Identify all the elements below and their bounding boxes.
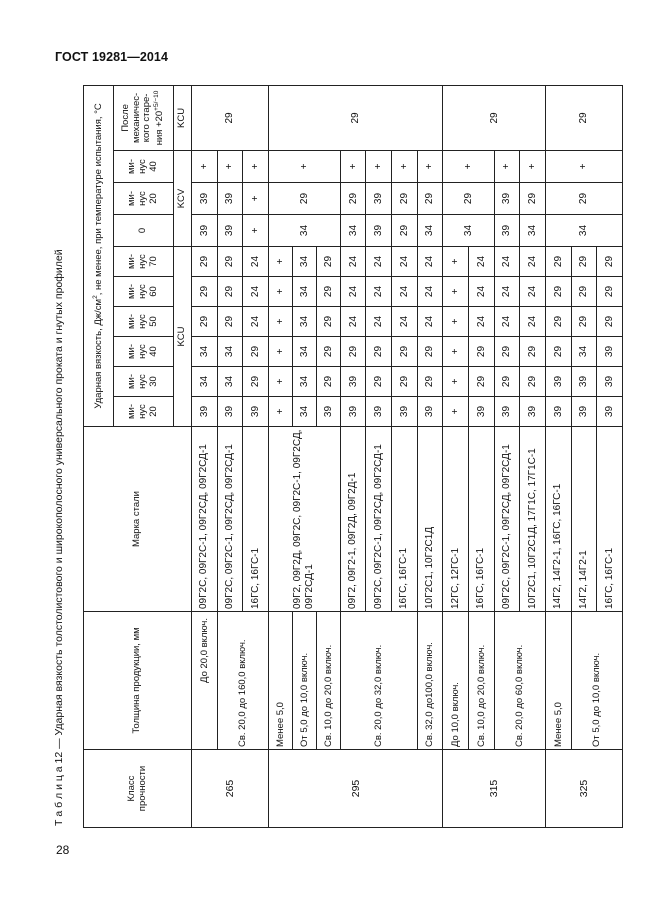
value-cell: 29 — [392, 367, 418, 397]
value-cell: 24 — [243, 307, 269, 337]
page-number: 28 — [56, 843, 70, 857]
table-row — [545, 85, 571, 827]
table-caption: Т а б л и ц а 12 — Ударная вязкость толстолистового и широкополосного универсального проката и гнутых профилей — [53, 249, 65, 826]
header-class: Класс прочности — [84, 750, 192, 828]
value-cell: 34 — [192, 337, 218, 367]
value-cell: 39 — [597, 397, 623, 427]
header-grade: Марка стали — [84, 427, 192, 612]
document-header: ГОСТ 19281—2014 — [55, 50, 169, 64]
grade-cell: 10Г2С1, 10Г2С1Д — [417, 427, 443, 612]
table-header-row — [84, 85, 114, 827]
value-cell: 34 — [340, 215, 366, 247]
value-cell: + — [545, 151, 622, 183]
value-cell: 39 — [217, 183, 243, 215]
value-cell: 29 — [366, 337, 392, 367]
table-body — [84, 85, 623, 827]
value-cell: + — [392, 151, 418, 183]
grade-cell: 12ГС, 12ГС-1 — [443, 427, 469, 612]
value-cell: 39 — [571, 397, 597, 427]
value-cell: 29 — [443, 183, 494, 215]
temp-header-aging — [114, 85, 174, 150]
value-cell: 39 — [366, 215, 392, 247]
value-cell: 29 — [417, 337, 443, 367]
value-cell: 34 — [443, 215, 494, 247]
value-cell: 24 — [366, 307, 392, 337]
aging-cell: 29 — [268, 85, 442, 150]
value-cell: 29 — [340, 337, 366, 367]
grade-cell: 16ГС, 16ГС-1 — [597, 427, 623, 612]
value-cell: 34 — [292, 277, 316, 307]
header-thickness: Толщина продукции, мм — [84, 612, 192, 750]
temp-header: ми-нус 50 — [114, 307, 174, 337]
value-cell: 29 — [243, 367, 269, 397]
value-cell: 29 — [316, 247, 340, 277]
value-cell: 29 — [494, 367, 520, 397]
value-cell: + — [268, 151, 340, 183]
rotated-table-wrapper — [83, 86, 623, 828]
temp-header: ми-нус 40 — [114, 151, 174, 183]
value-cell: 24 — [340, 277, 366, 307]
value-cell: 24 — [520, 307, 546, 337]
thickness-cell: До 10,0 включ. — [443, 612, 469, 750]
value-cell: + — [366, 151, 392, 183]
thickness-cell: Св. 10,0 до 20,0 включ. — [316, 612, 340, 750]
table-row — [268, 85, 292, 827]
temp-header: ми-нус 40 — [114, 337, 174, 367]
value-cell: 24 — [392, 247, 418, 277]
thickness-cell: Св. 20,0 до 60,0 включ. — [494, 612, 545, 750]
value-cell: + — [268, 397, 292, 427]
value-cell: 34 — [292, 367, 316, 397]
thickness-cell: Менее 5,0 — [268, 612, 292, 750]
temp-header: ми-нус 60 — [114, 277, 174, 307]
grade-cell: 10Г2С1, 10Г2С1Д, 17Г1С, 17Г1С-1 — [520, 427, 546, 612]
value-cell: 24 — [417, 277, 443, 307]
value-cell: 29 — [316, 277, 340, 307]
value-cell: 29 — [217, 277, 243, 307]
class-cell: 295 — [268, 750, 442, 828]
impact-header-text-2: , не менее, при температуре испытания, °С — [93, 103, 105, 296]
value-cell: 24 — [366, 247, 392, 277]
value-cell: 29 — [571, 247, 597, 277]
value-cell: 29 — [494, 337, 520, 367]
thickness-cell: Св. 10,0 до 20,0 включ. — [468, 612, 494, 750]
temp-header: ми-нус 70 — [114, 247, 174, 277]
thickness-cell: От 5,0 до 10,0 включ. — [571, 612, 623, 750]
value-cell: + — [443, 151, 494, 183]
value-cell: 29 — [468, 367, 494, 397]
thickness-cell: Св. 32,0 до100,0 включ. — [417, 612, 443, 750]
value-cell: 39 — [217, 397, 243, 427]
value-cell: + — [268, 337, 292, 367]
value-cell: 29 — [243, 337, 269, 367]
value-cell: 39 — [597, 337, 623, 367]
value-cell: + — [268, 247, 292, 277]
value-cell: 29 — [392, 183, 418, 215]
value-cell: + — [217, 151, 243, 183]
table-row — [494, 85, 520, 827]
value-cell: 34 — [217, 337, 243, 367]
value-cell: 39 — [494, 215, 520, 247]
value-cell: 29 — [571, 307, 597, 337]
grade-cell: 09Г2С, 09Г2С-1, 09Г2СД, 09Г2СД-1 — [366, 427, 392, 612]
value-cell: 29 — [217, 307, 243, 337]
value-cell: 34 — [417, 215, 443, 247]
header-impact — [84, 85, 114, 426]
aging-cell: 29 — [192, 85, 269, 150]
kcu-label: KCU — [174, 247, 192, 427]
value-cell: 29 — [340, 183, 366, 215]
value-cell: 24 — [468, 307, 494, 337]
value-cell: 39 — [468, 397, 494, 427]
value-cell: 29 — [217, 247, 243, 277]
value-cell: 29 — [520, 367, 546, 397]
grade-cell: 09Г2С, 09Г2С-1, 09Г2СД, 09Г2СД-1 — [192, 427, 218, 612]
value-cell: 34 — [571, 337, 597, 367]
value-cell: 29 — [268, 183, 340, 215]
thickness-cell: Менее 5,0 — [545, 612, 571, 750]
value-cell: + — [243, 151, 269, 183]
aging-text: После механичес-кого старе-ния +20 — [119, 92, 166, 146]
value-cell: 24 — [494, 277, 520, 307]
value-cell: 29 — [545, 247, 571, 277]
value-cell: + — [268, 277, 292, 307]
value-cell: + — [443, 337, 469, 367]
value-cell: 29 — [597, 307, 623, 337]
table-row — [340, 85, 366, 827]
value-cell: 39 — [597, 367, 623, 397]
value-cell: 24 — [340, 307, 366, 337]
value-cell: 29 — [545, 337, 571, 367]
value-cell: 39 — [192, 397, 218, 427]
grade-cell: 09Г2С, 09Г2С-1, 09Г2СД, 09Г2СД-1 — [217, 427, 243, 612]
grade-cell: 09Г2С, 09Г2С-1, 09Г2СД, 09Г2СД-1 — [494, 427, 520, 612]
value-cell: 29 — [192, 277, 218, 307]
value-cell: + — [340, 151, 366, 183]
value-cell: 39 — [340, 397, 366, 427]
value-cell: 29 — [366, 367, 392, 397]
value-cell: 29 — [316, 337, 340, 367]
value-cell: 29 — [545, 183, 622, 215]
value-cell: 39 — [366, 183, 392, 215]
value-cell: 39 — [340, 367, 366, 397]
thickness-cell: До 20,0 включ. — [192, 612, 218, 750]
value-cell: 29 — [192, 307, 218, 337]
value-cell: 34 — [545, 215, 622, 247]
value-cell: 29 — [545, 307, 571, 337]
value-cell: + — [268, 307, 292, 337]
grade-cell: 16ГС, 16ГС-1 — [392, 427, 418, 612]
value-cell: 29 — [417, 183, 443, 215]
value-cell: + — [268, 367, 292, 397]
class-cell: 315 — [443, 750, 546, 828]
thickness-cell: Св. 20,0 до 32,0 включ. — [340, 612, 417, 750]
value-cell: + — [443, 277, 469, 307]
value-cell: 29 — [520, 337, 546, 367]
value-cell: 29 — [545, 277, 571, 307]
value-cell: 29 — [392, 215, 418, 247]
table-row — [417, 85, 443, 827]
value-cell: 24 — [468, 277, 494, 307]
value-cell: 34 — [192, 367, 218, 397]
value-cell: 24 — [243, 247, 269, 277]
grade-cell: 16ГС, 16ГС-1 — [243, 427, 269, 612]
value-cell: 39 — [494, 397, 520, 427]
value-cell: 24 — [468, 247, 494, 277]
thickness-cell: Св. 20,0 до 160,0 включ. — [217, 612, 268, 750]
value-cell: 34 — [268, 215, 340, 247]
value-cell: 29 — [392, 337, 418, 367]
impact-header-sup: 2 — [91, 295, 99, 299]
grade-cell: 14Г2, 14Г2-1, 16ГС, 16ГС-1 — [545, 427, 571, 612]
value-cell: + — [494, 151, 520, 183]
aging-cell: 29 — [545, 85, 622, 150]
value-cell: 24 — [366, 277, 392, 307]
value-cell: 24 — [494, 307, 520, 337]
kcu-label-aging: KCU — [174, 85, 192, 150]
value-cell: 24 — [340, 247, 366, 277]
value-cell: 39 — [571, 367, 597, 397]
value-cell: 29 — [597, 247, 623, 277]
grade-cell: 14Г2, 14Г2-1 — [571, 427, 597, 612]
value-cell: + — [243, 215, 269, 247]
value-cell: + — [192, 151, 218, 183]
value-cell: 29 — [468, 337, 494, 367]
value-cell: 29 — [571, 277, 597, 307]
value-cell: 39 — [417, 397, 443, 427]
value-cell: 39 — [520, 397, 546, 427]
value-cell: 39 — [494, 183, 520, 215]
temp-header: ми-нус 30 — [114, 367, 174, 397]
value-cell: 24 — [494, 247, 520, 277]
value-cell: 39 — [243, 397, 269, 427]
value-cell: 39 — [217, 215, 243, 247]
value-cell: + — [443, 247, 469, 277]
temp-header: 0 — [114, 215, 174, 247]
value-cell: + — [443, 397, 469, 427]
value-cell: 29 — [597, 277, 623, 307]
aging-tolerance: +5/−10 — [153, 90, 161, 111]
value-cell: 34 — [292, 337, 316, 367]
value-cell: 24 — [417, 247, 443, 277]
value-cell: + — [243, 183, 269, 215]
value-cell: 29 — [316, 307, 340, 337]
value-cell: 34 — [520, 215, 546, 247]
grade-cell: 09Г2, 09Г2-1, 09Г2Д, 09Г2Д-1 — [340, 427, 366, 612]
value-cell: + — [443, 367, 469, 397]
table-row — [443, 85, 469, 827]
value-cell: 24 — [520, 247, 546, 277]
temp-header: ми-нус 20 — [114, 397, 174, 427]
aging-cell: 29 — [443, 85, 546, 150]
temp-header: ми-нус 20 — [114, 183, 174, 215]
value-cell: 34 — [292, 307, 316, 337]
value-cell: 24 — [392, 277, 418, 307]
class-cell: 325 — [545, 750, 622, 828]
table-row — [192, 85, 218, 827]
value-cell: 39 — [545, 367, 571, 397]
grade-cell: 16ГС, 16ГС-1 — [468, 427, 494, 612]
kcv-label: KCV — [174, 151, 192, 247]
value-cell: 39 — [392, 397, 418, 427]
value-cell: 39 — [192, 215, 218, 247]
value-cell: 24 — [392, 307, 418, 337]
grade-cell: 09Г2, 09Г2Д, 09Г2С, 09Г2С-1, 09Г2СД, 09Г2СД-1 — [268, 427, 340, 612]
value-cell: 29 — [520, 183, 546, 215]
table-row — [217, 85, 243, 827]
value-cell: 34 — [292, 397, 316, 427]
impact-table — [83, 85, 623, 828]
value-cell: 29 — [192, 247, 218, 277]
class-cell: 265 — [192, 750, 269, 828]
value-cell: + — [520, 151, 546, 183]
value-cell: 39 — [366, 397, 392, 427]
value-cell: 34 — [292, 247, 316, 277]
value-cell: + — [417, 151, 443, 183]
value-cell: 39 — [545, 397, 571, 427]
value-cell: 29 — [316, 367, 340, 397]
value-cell: 34 — [217, 367, 243, 397]
value-cell: 24 — [520, 277, 546, 307]
value-cell: + — [443, 307, 469, 337]
impact-header-text: Ударная вязкость, Дж/см — [93, 298, 105, 409]
value-cell: 39 — [192, 183, 218, 215]
value-cell: 24 — [243, 277, 269, 307]
value-cell: 29 — [417, 367, 443, 397]
value-cell: 24 — [417, 307, 443, 337]
thickness-cell: От 5,0 до 10,0 включ. — [292, 612, 316, 750]
value-cell: 39 — [316, 397, 340, 427]
